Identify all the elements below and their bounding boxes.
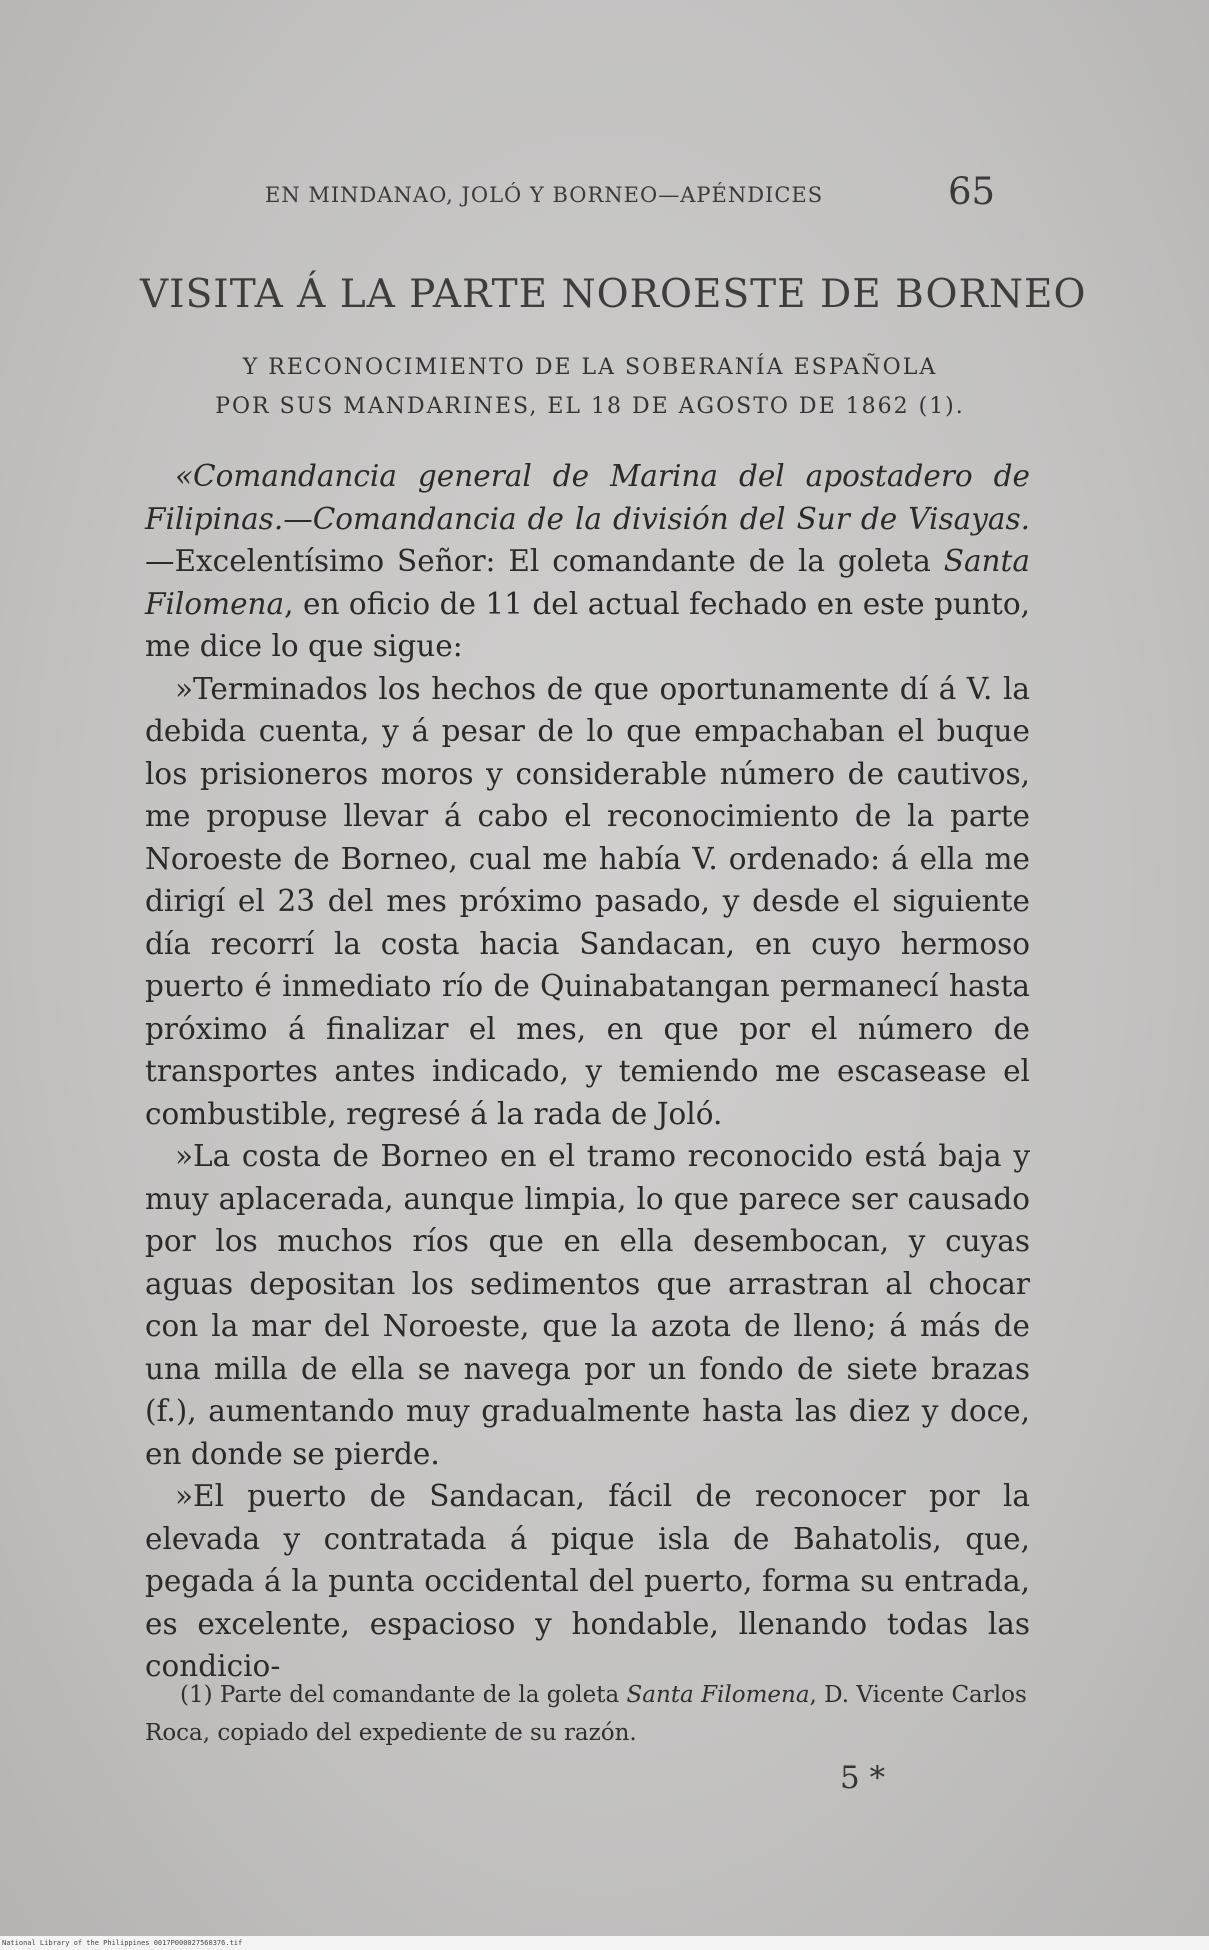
footnote <box>145 1676 1030 1752</box>
footnote-text: Parte del comandante de la goleta <box>219 1682 627 1708</box>
section-subtitle-line1: Y RECONOCIMIENTO DE LA SOBERANÍA ESPAÑOLA <box>242 355 938 380</box>
paragraph-1 <box>145 455 1030 668</box>
footnote-marker: (1) <box>180 1682 213 1708</box>
running-head: EN MINDANAO, JOLÓ Y BORNEO—APÉNDICES <box>265 183 824 207</box>
footnote-ship-name: Santa Filomena <box>626 1682 810 1708</box>
body-text <box>145 455 1030 1688</box>
paragraph-4: »El puerto de Sandacan, fácil de reconocer por la elevada y contratada á pique isla de Bahatolis, que, pegada á la punta occidental del puerto, forma su entrada, es excelente, espacioso y hondable, llenando todas las condicio- <box>145 1479 1030 1683</box>
section-subtitle-line2: POR SUS MANDARINES, EL 18 DE AGOSTO DE 1862 (1). <box>215 394 965 419</box>
page-number: 65 <box>948 170 996 213</box>
paragraph-1-text-end: , en oficio de 11 del actual fechado en este punto, me dice lo que sigue: <box>145 586 1030 663</box>
paragraph-1-text: —Excelentísimo Señor: El comandante de la goleta <box>145 544 944 578</box>
footnote-text-end: , D. Vicente Carlos Roca, copiado del expediente de su razón. <box>145 1682 1027 1746</box>
paragraph-1-italic-heading: «Comandancia general de Marina del apostadero de Filipinas.—Comandancia de la división del Sur de Visayas. <box>145 459 1030 536</box>
section-title: VISITA Á LA PARTE NOROESTE DE BORNEO <box>140 272 1087 317</box>
signature-mark: 5 * <box>840 1760 886 1796</box>
paragraph-2: »Terminados los hechos de que oportunamente dí á V. la debida cuenta, y á pesar de lo que empachaban el buque los prisioneros moros y considerable número de cautivos, me propuse llevar á cabo el reconocimiento de la parte Noroeste de Borneo, cual me había V. ordenado: á ella me dirigí el 23 del mes próximo pasado, y desde el siguiente día recorrí la costa hacia Sandacan, en cuyo hermoso puerto é inmediato río de Quinabatangan permanecí hasta próximo á finalizar el mes, en que por el número de transportes antes indicado, y temiendo me escasease el combustible, regresé á la rada de Joló. <box>145 671 1030 1131</box>
scan-label: National Library of the Philippines 0017P000027560376.tif <box>0 1936 1209 1950</box>
paragraph-3: »La costa de Borneo en el tramo reconocido está baja y muy aplacerada, aunque limpia, lo que parece ser causado por los muchos ríos que en ella desembocan, y cuyas aguas depositan los sedimentos que arrastran al chocar con la mar del Noroeste, que la azota de lleno; á más de una milla de ella se navega por un fondo de siete brazas (f.), aumentando muy gradualmente hasta las diez y doce, en donde se pierde. <box>145 1139 1030 1471</box>
ship-name: Santa Filomena <box>145 544 1030 621</box>
